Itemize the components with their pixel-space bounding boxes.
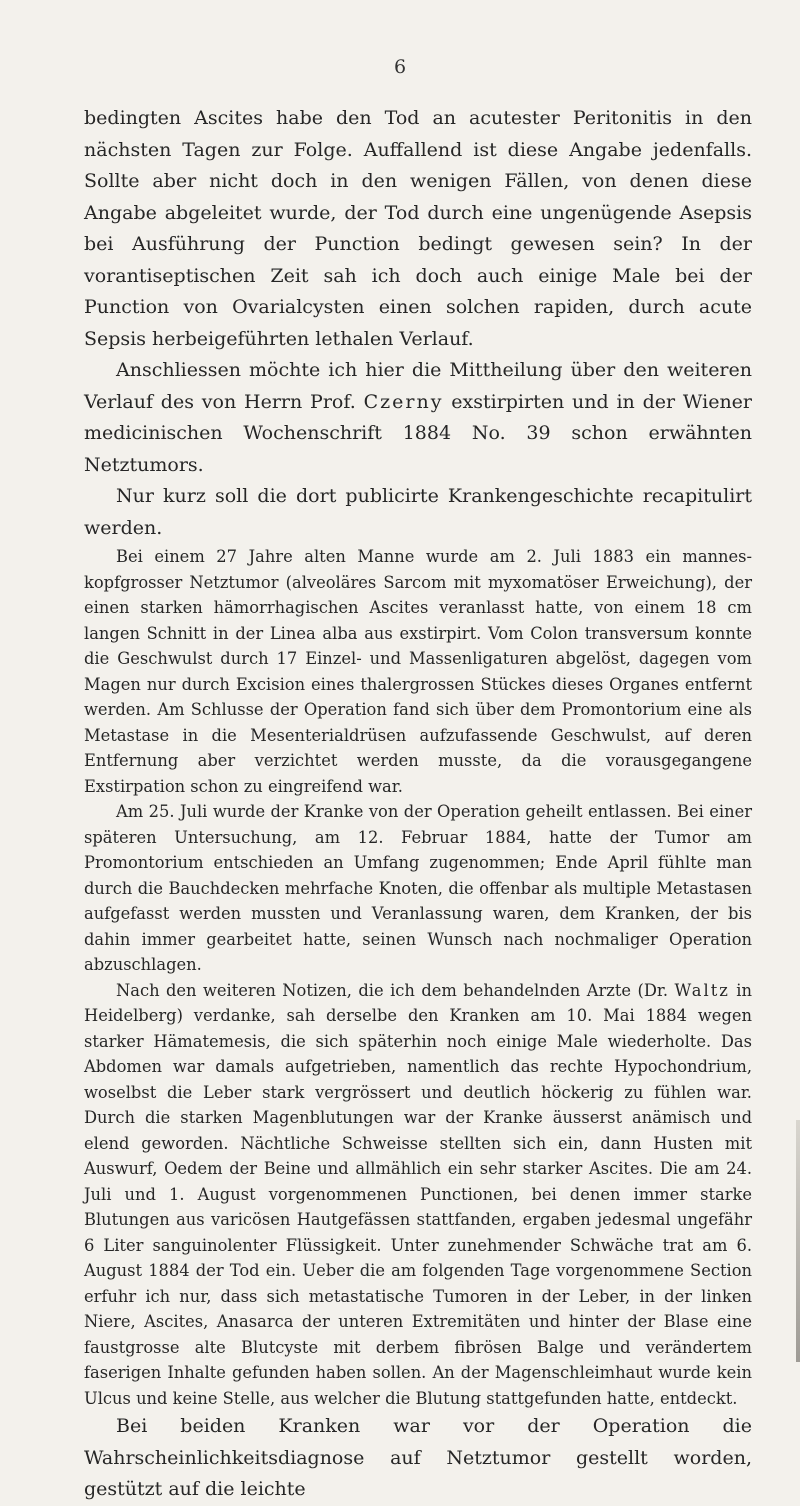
paragraph-netztumor-intro <box>84 355 752 481</box>
intro-text-start: Anschliessen möchte ich hier die Mittheilung über den weiteren Verlauf des von Herrn Prof. <box>84 359 752 413</box>
case-history-block <box>84 544 752 1411</box>
body-text <box>84 103 752 1506</box>
paragraph-case-discharge: Am 25. Juli wurde der Kranke von der Operation geheilt entlassen. Bei einer späteren Untersuchung, am 12. Februar 1884, hatte der Tumor am Promontorium entschieden an Umfang zugenommen; Ende April fühlte man durch die Bauchdecken mehrfache Knoten, die offenbar als multiple Metastasen aufgefasst werden mussten und Veranlassung waren, dem Kranken, der bis dahin immer gearbeitet hatte, seinen Wunsch nach nochmaliger Operation abzuschlagen. <box>84 802 752 974</box>
paragraph-case-course <box>84 978 752 1412</box>
intro-text-end: exstirpirten und in der Wiener medicinischen Wochenschrift 1884 No. 39 schon erwähnten Netztumors. <box>84 390 753 476</box>
paragraph-case-operation: Bei einem 27 Jahre alten Manne wurde am 2. Juli 1883 ein mannes-kopfgrosser Netztumor (alveoläres Sarcom mit myxomatöser Erweichung), der einen starken hämorrhagischen Ascites veranlasst hatte, von einem 18 cm langen Schnitt in der Linea alba aus exstirpirt. Vom Colon transversum konnte die Geschwulst durch 17 Einzel- und Massenligaturen abgelöst, dagegen vom Magen nur durch Excision eines thalergrossen Stückes dieses Organes entfernt werden. Am Schlusse der Operation fand sich über dem Promontorium eine als Metastase in die Mesenterialdrüsen aufzufassende Geschwulst, auf deren Entfernung aber verzichtet werden musste, da die vorausgegangene Exstirpation schon zu eingreifend war. <box>84 547 752 796</box>
page-number: 6 <box>393 56 407 78</box>
course-text-start: Nach den weiteren Notizen, die ich dem behandelnden Arzte (Dr. <box>116 980 669 1000</box>
surgeon-name: Czerny <box>363 390 444 413</box>
paragraph-sepsis-discussion: bedingten Ascites habe den Tod an acutester Peritonitis in den nächsten Tagen zur Folge. Auffallend ist diese Angabe jedenfalls. Sollte aber nicht doch in den wenigen Fällen, von denen diese Angabe abgeleitet wurde, der Tod durch eine ungenügende Asepsis bei Ausführung der Punction bedingt gewesen sein? In der vorantiseptischen Zeit sah ich doch auch einige Male bei der Punction von Ovarialcysten einen solchen rapiden, durch acute Sepsis herbeigeführten lethalen Verlauf. <box>84 107 752 350</box>
page-edge-shadow <box>796 1120 800 1362</box>
paragraph-diagnosis: Bei beiden Kranken war vor der Operation die Wahrscheinlichkeitsdiagnose auf Netztumor gestellt worden, gestützt auf die leichte <box>84 1415 752 1500</box>
upper-text-block <box>84 103 752 544</box>
course-text-end: in Heidelberg) verdanke, sah derselbe den Kranken am 10. Mai 1884 wegen starker Hämatemesis, die sich späterhin noch einige Male wiederholte. Das Abdomen war damals aufgetrieben, namentlich das rechte Hypochondrium, woselbst die Leber stark vergrössert und deutlich höckerig zu fühlen war. Durch die starken Magenblutungen war der Kranke äusserst anämisch und elend geworden. Nächtliche Schweisse stellten sich ein, dann Husten mit Auswurf, Oedem der Beine und allmählich ein sehr starker Ascites. Die am 24. Juli und 1. August vorgenommenen Punctionen, bei denen immer starke Blutungen aus varicösen Hautgefässen stattfanden, ergaben jedesmal ungefähr 6 Liter sanguinolenter Flüssigkeit. Unter zunehmender Schwäche trat am 6. August 1884 der Tod ein. Ueber die am folgenden Tage vorgenommene Section erfuhr ich nur, dass sich metastatische Tumoren in der Leber, in der linken Niere, Ascites, Anasarca der unteren Extremitäten und hinter der Blase eine faustgrosse alte Blutcyste mit derbem fibrösen Balge und verändertem faserigen Inhalte gefunden haben sollen. An der Magenschleimhaut wurde kein Ulcus und keine Stelle, aus welcher die Blutung stattgefunden hatte, entdeckt. <box>84 980 752 1408</box>
lower-text-block <box>84 1411 752 1506</box>
physician-name: Waltz <box>674 980 730 1000</box>
paragraph-recapitulation: Nur kurz soll die dort publicirte Krankengeschichte recapitulirt werden. <box>84 485 752 539</box>
